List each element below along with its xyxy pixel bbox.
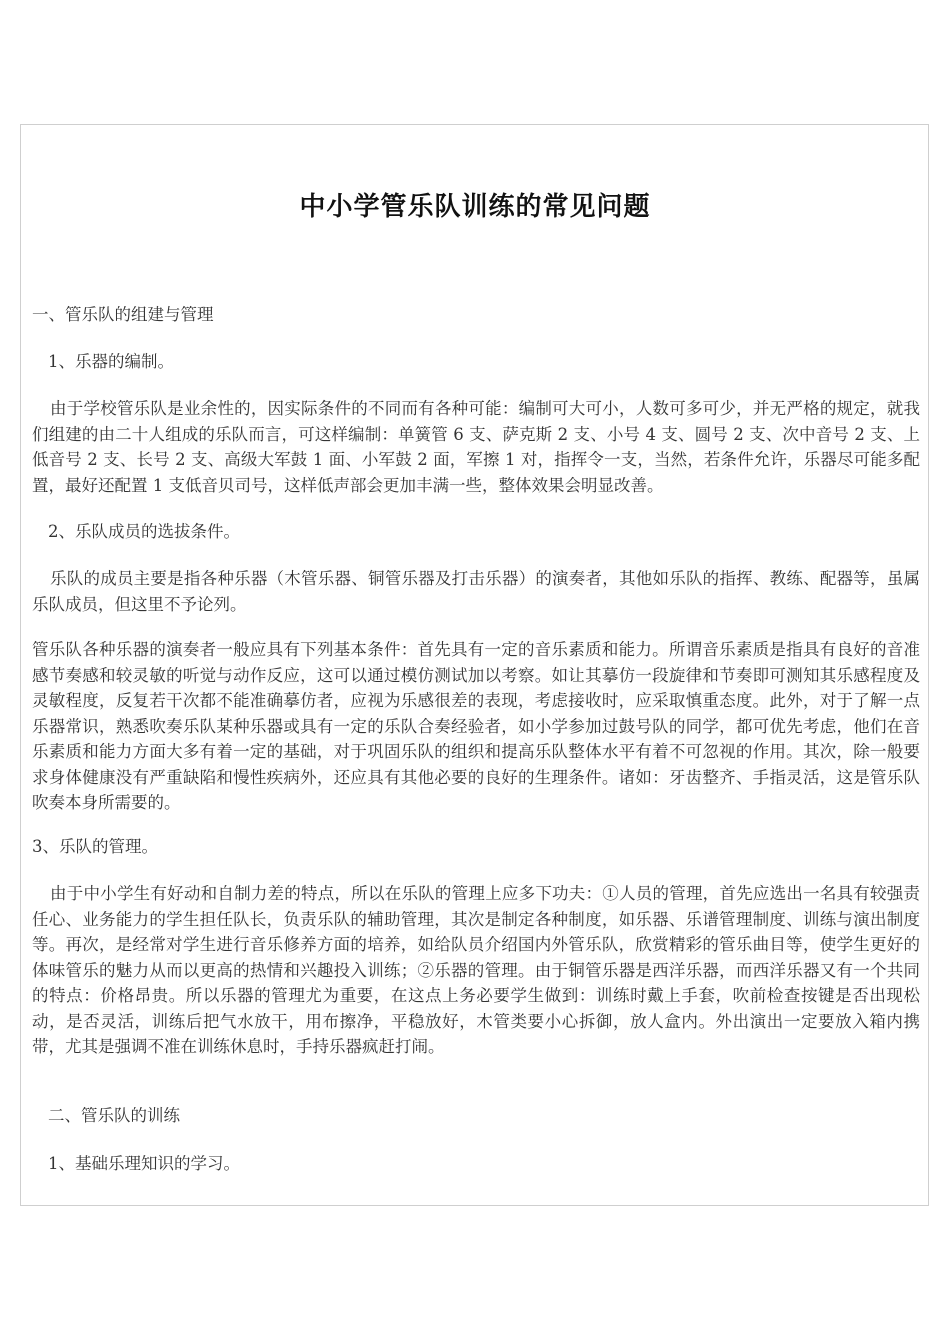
document-title: 中小学管乐队训练的常见问题 xyxy=(299,192,651,222)
subsection-heading-2-1: 1、基础乐理知识的学习。 xyxy=(48,1154,240,1173)
paragraph-band-management: 由于中小学生有好动和自制力差的特点，所以在乐队的管理上应多下功夫：①人员的管理，首先应选出一名具有较强责任心、业务能力的学生担任队长，负责乐队的辅助管理，其次是制定各种制度，如乐器、乐谱管理制度、训练与演出制度等。再次，是经常对学生进行音乐修养方面的培养，如给队员介绍国内外管乐队，欣赏精彩的管乐曲目等，使学生更好的体味管乐的魅力从而以更高的热情和兴趣投入训练；②乐器的管理。由于铜管乐器是西洋乐器，而西洋乐器又有一个共同的特点：价格昂贵。所以乐器的管理尤为重要，在这点上务必要学生做到：训练时戴上手套，吹前检查按键是否出现松动，是否灵活，训练后把气水放干，用布擦净，平稳放好，木管类要小心拆御，放人盒内。外出演出一定要放入箱内携带，尤其是强调不准在训练休息时，手持乐器疯赶打闹。 xyxy=(32,884,920,1056)
subsection-heading-1-2: 2、乐队成员的选拔条件。 xyxy=(48,522,240,541)
subsection-heading-1-1: 1、乐器的编制。 xyxy=(48,352,174,371)
paragraph-instrument-setup: 由于学校管乐队是业余性的，因实际条件的不同而有各种可能：编制可大可小，人数可多可少，并无严格的规定，就我们组建的由二十人组成的乐队而言，可这样编制：单簧管 6 支、萨克斯 2 支、小号 4 支、圆号 2 支、次中音号 2 支、上低音号 2 支、长号 2 支、高级大军鼓 1 面、小军鼓 2 面，军擦 1 对，指挥令一支，当然，若条件允许，乐器尽可能多配置，最好还配置 1 支低音贝司号，这样低声部会更加丰满一些，整体效果会明显改善。 xyxy=(32,399,920,495)
section-heading-2: 二、管乐队的训练 xyxy=(48,1106,180,1125)
paragraph-member-requirements: 管乐队各种乐器的演奏者一般应具有下列基本条件：首先具有一定的音乐素质和能力。所谓音乐素质是指具有良好的音准感节奏感和较灵敏的听觉与动作反应，这可以通过模仿测试加以考察。如让其摹仿一段旋律和节奏即可测知其乐感程度及灵敏程度，反复若干次都不能准确摹仿者，应视为乐感很差的表现，考虑接收时，应采取慎重态度。此外，对于了解一点乐器常识，熟悉吹奏乐队某种乐器或具有一定的乐队合奏经验者，如小学参加过鼓号队的同学，都可优先考虑，他们在音乐素质和能力方面大多有着一定的基础，对于巩固乐队的组织和提高乐队整体水平有着不可忽视的作用。其次，除一般要求身体健康没有严重缺陷和慢性疾病外，还应具有其他必要的良好的生理条件。诸如：牙齿整齐、手指灵活，这是管乐队吹奏本身所需要的。 xyxy=(32,640,920,812)
section-heading-1: 一、管乐队的组建与管理 xyxy=(32,305,214,324)
paragraph-member-definition: 乐队的成员主要是指各种乐器（木管乐器、铜管乐器及打击乐器）的演奏者，其他如乐队的指挥、教练、配器等，虽属乐队成员，但这里不予论列。 xyxy=(32,569,920,614)
subsection-heading-1-3: 3、乐队的管理。 xyxy=(32,837,158,856)
